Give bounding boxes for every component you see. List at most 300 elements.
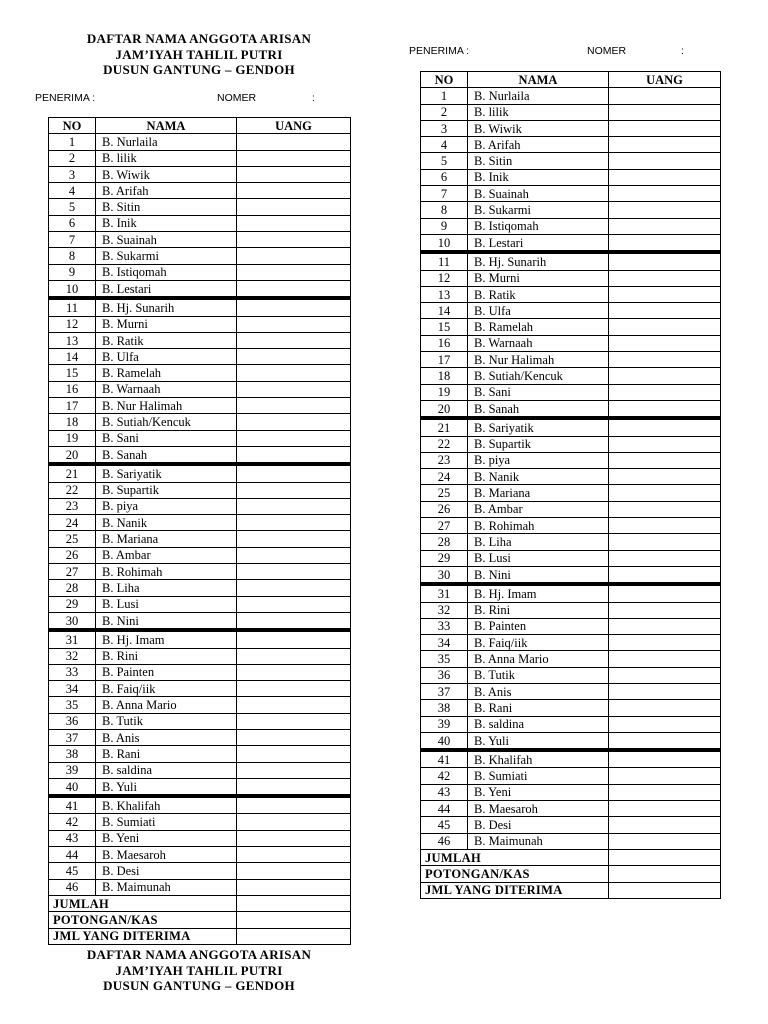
amount-cell[interactable] bbox=[237, 183, 351, 199]
amount-cell[interactable] bbox=[609, 169, 721, 185]
amount-cell[interactable] bbox=[237, 648, 351, 664]
member-name: B. Sani bbox=[96, 430, 237, 446]
member-name: B. Khalifah bbox=[96, 796, 237, 814]
member-name: B. Sani bbox=[468, 384, 609, 400]
row-number: 2 bbox=[421, 104, 468, 120]
row-number: 30 bbox=[421, 566, 468, 584]
row-number: 43 bbox=[421, 784, 468, 800]
table-row bbox=[421, 667, 721, 683]
total-row bbox=[421, 849, 721, 865]
member-name: B. Maesaroh bbox=[96, 847, 237, 863]
member-name: B. Liha bbox=[468, 534, 609, 550]
amount-cell[interactable] bbox=[609, 352, 721, 368]
row-number: 4 bbox=[421, 137, 468, 153]
table-row bbox=[49, 547, 351, 563]
amount-cell[interactable] bbox=[609, 252, 721, 270]
table-row bbox=[421, 651, 721, 667]
amount-cell[interactable] bbox=[237, 464, 351, 482]
row-number: 35 bbox=[421, 651, 468, 667]
amount-cell[interactable] bbox=[237, 547, 351, 563]
table-row bbox=[421, 784, 721, 800]
table-row bbox=[421, 153, 721, 169]
member-name: B. Tutik bbox=[96, 713, 237, 729]
row-number: 18 bbox=[49, 414, 96, 430]
row-number: 19 bbox=[421, 384, 468, 400]
member-name: B. Sitin bbox=[96, 199, 237, 215]
amount-cell[interactable] bbox=[237, 879, 351, 895]
row-number: 40 bbox=[49, 778, 96, 796]
row-number: 40 bbox=[421, 732, 468, 750]
table-row bbox=[49, 414, 351, 430]
row-number: 9 bbox=[421, 218, 468, 234]
amount-cell[interactable] bbox=[609, 286, 721, 302]
table-row bbox=[421, 218, 721, 234]
amount-cell[interactable] bbox=[237, 847, 351, 863]
row-number: 25 bbox=[421, 485, 468, 501]
amount-cell[interactable] bbox=[237, 498, 351, 514]
table-row bbox=[49, 863, 351, 879]
member-name: B. Sumiati bbox=[96, 814, 237, 830]
amount-cell[interactable] bbox=[609, 635, 721, 651]
amount-cell[interactable] bbox=[609, 186, 721, 202]
table-row bbox=[49, 365, 351, 381]
member-name: B. Murni bbox=[96, 316, 237, 332]
table-row bbox=[49, 398, 351, 414]
row-number: 30 bbox=[49, 612, 96, 630]
table-row bbox=[421, 534, 721, 550]
row-number: 41 bbox=[421, 750, 468, 768]
member-name: B. Sanah bbox=[96, 446, 237, 464]
amount-cell[interactable] bbox=[609, 218, 721, 234]
member-name: B. Lestari bbox=[468, 234, 609, 252]
member-name: B. Istiqomah bbox=[468, 218, 609, 234]
member-name: B. Sitin bbox=[468, 153, 609, 169]
table-row bbox=[49, 630, 351, 648]
member-name: B. Nurlaila bbox=[96, 134, 237, 150]
table-row bbox=[49, 778, 351, 796]
table-row bbox=[49, 232, 351, 248]
amount-cell[interactable] bbox=[609, 768, 721, 784]
table-row bbox=[421, 169, 721, 185]
row-number: 7 bbox=[421, 186, 468, 202]
row-number: 34 bbox=[49, 681, 96, 697]
member-name: B. Maimunah bbox=[96, 879, 237, 895]
amount-cell[interactable] bbox=[237, 664, 351, 680]
amount-cell[interactable] bbox=[237, 729, 351, 745]
table-row bbox=[49, 134, 351, 150]
table-row bbox=[421, 602, 721, 618]
table-row bbox=[421, 833, 721, 849]
amount-cell[interactable] bbox=[237, 746, 351, 762]
row-number: 41 bbox=[49, 796, 96, 814]
amount-cell[interactable] bbox=[609, 651, 721, 667]
table-row bbox=[421, 700, 721, 716]
member-name: B. Nanik bbox=[468, 469, 609, 485]
table-row bbox=[421, 732, 721, 750]
member-name: B. Suainah bbox=[468, 186, 609, 202]
row-number: 6 bbox=[421, 169, 468, 185]
member-name: B. Faiq/iik bbox=[468, 635, 609, 651]
table-header-row bbox=[49, 118, 351, 134]
amount-cell[interactable] bbox=[237, 630, 351, 648]
penerima-label: PENERIMA : bbox=[35, 92, 96, 104]
table-row bbox=[49, 729, 351, 745]
amount-cell[interactable] bbox=[609, 137, 721, 153]
member-name: B. Tutik bbox=[468, 667, 609, 683]
member-name: B. Rani bbox=[96, 746, 237, 762]
member-name: B. Ramelah bbox=[468, 319, 609, 335]
row-number: 10 bbox=[49, 280, 96, 298]
amount-cell[interactable] bbox=[237, 814, 351, 830]
row-number: 18 bbox=[421, 368, 468, 384]
amount-cell[interactable] bbox=[609, 335, 721, 351]
row-number: 10 bbox=[421, 234, 468, 252]
amount-cell[interactable] bbox=[609, 384, 721, 400]
amount-cell[interactable] bbox=[609, 667, 721, 683]
row-number: 28 bbox=[421, 534, 468, 550]
right-recipient-line bbox=[409, 45, 709, 59]
amount-cell[interactable] bbox=[609, 750, 721, 768]
amount-cell[interactable] bbox=[609, 303, 721, 319]
amount-cell[interactable] bbox=[609, 833, 721, 849]
member-name: B. Sanah bbox=[468, 400, 609, 418]
row-number: 6 bbox=[49, 215, 96, 231]
amount-cell[interactable] bbox=[237, 349, 351, 365]
table-row bbox=[421, 303, 721, 319]
amount-cell[interactable] bbox=[237, 515, 351, 531]
amount-cell[interactable] bbox=[609, 88, 721, 104]
row-number: 38 bbox=[421, 700, 468, 716]
row-number: 38 bbox=[49, 746, 96, 762]
table-row bbox=[49, 515, 351, 531]
member-name: B. Sukarmi bbox=[468, 202, 609, 218]
amount-cell[interactable] bbox=[237, 365, 351, 381]
row-number: 43 bbox=[49, 830, 96, 846]
row-number: 35 bbox=[49, 697, 96, 713]
member-name: B. Supartik bbox=[468, 436, 609, 452]
table-row bbox=[421, 384, 721, 400]
amount-cell[interactable] bbox=[609, 234, 721, 252]
member-name: B. Murni bbox=[468, 270, 609, 286]
amount-cell[interactable] bbox=[237, 381, 351, 397]
amount-cell[interactable] bbox=[237, 199, 351, 215]
amount-cell[interactable] bbox=[609, 104, 721, 120]
amount-cell[interactable] bbox=[237, 681, 351, 697]
table-row bbox=[49, 215, 351, 231]
table-row bbox=[49, 349, 351, 365]
amount-cell[interactable] bbox=[609, 436, 721, 452]
table-row bbox=[421, 584, 721, 602]
member-name: B. Yeni bbox=[96, 830, 237, 846]
column-header-nama: NAMA bbox=[468, 72, 609, 88]
table-row bbox=[49, 796, 351, 814]
nomer-colon: : bbox=[681, 45, 684, 57]
row-number: 14 bbox=[421, 303, 468, 319]
row-number: 23 bbox=[49, 498, 96, 514]
row-number: 31 bbox=[49, 630, 96, 648]
member-name: B. Nurlaila bbox=[468, 88, 609, 104]
amount-cell[interactable] bbox=[237, 215, 351, 231]
row-number: 36 bbox=[421, 667, 468, 683]
nomer-colon: : bbox=[312, 92, 315, 104]
member-name: B. Faiq/iik bbox=[96, 681, 237, 697]
amount-cell[interactable] bbox=[609, 817, 721, 833]
member-name: B. Sukarmi bbox=[96, 248, 237, 264]
amount-cell[interactable] bbox=[237, 150, 351, 166]
amount-cell[interactable] bbox=[237, 264, 351, 280]
amount-cell[interactable] bbox=[237, 762, 351, 778]
row-number: 2 bbox=[49, 150, 96, 166]
amount-cell[interactable] bbox=[609, 452, 721, 468]
table-row bbox=[421, 750, 721, 768]
table-row bbox=[49, 498, 351, 514]
amount-cell[interactable] bbox=[237, 564, 351, 580]
amount-cell[interactable] bbox=[609, 202, 721, 218]
amount-cell[interactable] bbox=[609, 866, 721, 882]
amount-cell[interactable] bbox=[609, 801, 721, 817]
row-number: 17 bbox=[49, 398, 96, 414]
member-name: B. Supartik bbox=[96, 482, 237, 498]
table-row bbox=[421, 801, 721, 817]
member-name: B. piya bbox=[96, 498, 237, 514]
amount-cell[interactable] bbox=[609, 882, 721, 898]
member-name: B. Inik bbox=[96, 215, 237, 231]
amount-cell[interactable] bbox=[609, 550, 721, 566]
row-number: 24 bbox=[49, 515, 96, 531]
table-row bbox=[49, 248, 351, 264]
row-number: 16 bbox=[49, 381, 96, 397]
footer-label: JML YANG DITERIMA bbox=[49, 928, 237, 944]
row-number: 3 bbox=[421, 120, 468, 136]
amount-cell[interactable] bbox=[609, 700, 721, 716]
amount-cell[interactable] bbox=[237, 414, 351, 430]
amount-cell[interactable] bbox=[609, 716, 721, 732]
amount-cell[interactable] bbox=[237, 166, 351, 182]
amount-cell[interactable] bbox=[237, 298, 351, 316]
row-number: 21 bbox=[421, 418, 468, 436]
right-member-table bbox=[420, 71, 721, 899]
left-title bbox=[48, 31, 350, 78]
footer-label: POTONGAN/KAS bbox=[421, 866, 609, 882]
amount-cell[interactable] bbox=[609, 784, 721, 800]
table-row bbox=[49, 264, 351, 280]
row-number: 9 bbox=[49, 264, 96, 280]
table-row bbox=[49, 847, 351, 863]
table-row bbox=[421, 716, 721, 732]
table-row bbox=[49, 430, 351, 446]
amount-cell[interactable] bbox=[237, 580, 351, 596]
table-row bbox=[49, 697, 351, 713]
member-name: B. Rani bbox=[468, 700, 609, 716]
row-number: 8 bbox=[49, 248, 96, 264]
amount-cell[interactable] bbox=[237, 830, 351, 846]
table-row bbox=[49, 612, 351, 630]
amount-cell[interactable] bbox=[237, 713, 351, 729]
member-name: B. Suainah bbox=[96, 232, 237, 248]
table-row bbox=[49, 183, 351, 199]
column-header-nama: NAMA bbox=[96, 118, 237, 134]
row-number: 33 bbox=[49, 664, 96, 680]
row-number: 36 bbox=[49, 713, 96, 729]
table-row bbox=[421, 485, 721, 501]
table-row bbox=[421, 104, 721, 120]
table-row bbox=[49, 166, 351, 182]
member-name: B. Warnaah bbox=[96, 381, 237, 397]
row-number: 29 bbox=[421, 550, 468, 566]
amount-cell[interactable] bbox=[237, 531, 351, 547]
member-name: B. Lusi bbox=[96, 596, 237, 612]
amount-cell[interactable] bbox=[237, 446, 351, 464]
member-name: B. Rohimah bbox=[96, 564, 237, 580]
row-number: 8 bbox=[421, 202, 468, 218]
row-number: 22 bbox=[49, 482, 96, 498]
amount-cell[interactable] bbox=[609, 732, 721, 750]
column-header-uang: UANG bbox=[237, 118, 351, 134]
table-row bbox=[49, 580, 351, 596]
amount-cell[interactable] bbox=[609, 849, 721, 865]
amount-cell[interactable] bbox=[609, 400, 721, 418]
amount-cell[interactable] bbox=[237, 280, 351, 298]
amount-cell[interactable] bbox=[237, 134, 351, 150]
member-name: B. Sutiah/Kencuk bbox=[468, 368, 609, 384]
row-number: 12 bbox=[421, 270, 468, 286]
amount-cell[interactable] bbox=[237, 398, 351, 414]
row-number: 26 bbox=[49, 547, 96, 563]
table-row bbox=[49, 664, 351, 680]
member-name: B. Nur Halimah bbox=[96, 398, 237, 414]
row-number: 29 bbox=[49, 596, 96, 612]
amount-cell[interactable] bbox=[609, 469, 721, 485]
table-row bbox=[421, 352, 721, 368]
row-number: 14 bbox=[49, 349, 96, 365]
table-row bbox=[49, 830, 351, 846]
amount-cell[interactable] bbox=[237, 232, 351, 248]
member-name: B. Desi bbox=[468, 817, 609, 833]
row-number: 37 bbox=[421, 683, 468, 699]
amount-cell[interactable] bbox=[237, 778, 351, 796]
table-row bbox=[421, 137, 721, 153]
amount-cell[interactable] bbox=[609, 518, 721, 534]
nomer-label: NOMER bbox=[587, 45, 627, 57]
row-number: 1 bbox=[421, 88, 468, 104]
table-row bbox=[49, 713, 351, 729]
row-number: 46 bbox=[49, 879, 96, 895]
member-name: B. saldina bbox=[468, 716, 609, 732]
row-number: 32 bbox=[421, 602, 468, 618]
amount-cell[interactable] bbox=[237, 697, 351, 713]
amount-cell[interactable] bbox=[237, 928, 351, 944]
table-row bbox=[49, 482, 351, 498]
row-number: 13 bbox=[49, 332, 96, 348]
amount-cell[interactable] bbox=[609, 584, 721, 602]
column-header-uang: UANG bbox=[609, 72, 721, 88]
footer-label: JML YANG DITERIMA bbox=[421, 882, 609, 898]
member-name: B. Lestari bbox=[96, 280, 237, 298]
amount-cell[interactable] bbox=[237, 316, 351, 332]
row-number: 45 bbox=[49, 863, 96, 879]
amount-cell[interactable] bbox=[609, 485, 721, 501]
amount-cell[interactable] bbox=[609, 319, 721, 335]
member-name: B. Ratik bbox=[96, 332, 237, 348]
row-number: 5 bbox=[49, 199, 96, 215]
table-row bbox=[49, 316, 351, 332]
amount-cell[interactable] bbox=[609, 120, 721, 136]
amount-cell[interactable] bbox=[237, 482, 351, 498]
footer-label: JUMLAH bbox=[421, 849, 609, 865]
table-row bbox=[49, 446, 351, 464]
member-name: B. Nini bbox=[96, 612, 237, 630]
amount-cell[interactable] bbox=[237, 912, 351, 928]
table-row bbox=[421, 418, 721, 436]
member-name: B. Inik bbox=[468, 169, 609, 185]
row-number: 22 bbox=[421, 436, 468, 452]
table-row bbox=[421, 234, 721, 252]
amount-cell[interactable] bbox=[609, 602, 721, 618]
amount-cell[interactable] bbox=[237, 895, 351, 911]
amount-cell[interactable] bbox=[609, 618, 721, 634]
amount-cell[interactable] bbox=[237, 596, 351, 612]
amount-cell[interactable] bbox=[237, 796, 351, 814]
table-row bbox=[421, 452, 721, 468]
footer-label: POTONGAN/KAS bbox=[49, 912, 237, 928]
member-name: B. Hj. Sunarih bbox=[96, 298, 237, 316]
left-member-table bbox=[48, 117, 351, 945]
member-name: B. Sariyatik bbox=[468, 418, 609, 436]
title-line-3: DUSUN GANTUNG – GENDOH bbox=[103, 62, 295, 77]
title-line-1: DAFTAR NAMA ANGGOTA ARISAN bbox=[86, 31, 312, 46]
title-line-2: JAM’IYAH TAHLIL PUTRI bbox=[115, 46, 283, 62]
amount-cell[interactable] bbox=[609, 270, 721, 286]
row-number: 31 bbox=[421, 584, 468, 602]
row-number: 42 bbox=[421, 768, 468, 784]
amount-cell[interactable] bbox=[237, 332, 351, 348]
amount-cell[interactable] bbox=[237, 430, 351, 446]
amount-cell[interactable] bbox=[609, 368, 721, 384]
table-row bbox=[421, 400, 721, 418]
row-number: 44 bbox=[421, 801, 468, 817]
amount-cell[interactable] bbox=[609, 501, 721, 517]
member-name: B. Sumiati bbox=[468, 768, 609, 784]
row-number: 34 bbox=[421, 635, 468, 651]
table-row bbox=[421, 469, 721, 485]
amount-cell[interactable] bbox=[609, 418, 721, 436]
total-row bbox=[49, 895, 351, 911]
table-row bbox=[49, 648, 351, 664]
member-name: B. Ambar bbox=[96, 547, 237, 563]
amount-cell[interactable] bbox=[237, 248, 351, 264]
row-number: 4 bbox=[49, 183, 96, 199]
row-number: 37 bbox=[49, 729, 96, 745]
table-row bbox=[421, 286, 721, 302]
table-row bbox=[421, 368, 721, 384]
table-row bbox=[421, 768, 721, 784]
row-number: 32 bbox=[49, 648, 96, 664]
table-row bbox=[421, 335, 721, 351]
row-number: 1 bbox=[49, 134, 96, 150]
amount-cell[interactable] bbox=[237, 612, 351, 630]
amount-cell[interactable] bbox=[237, 863, 351, 879]
amount-cell[interactable] bbox=[609, 566, 721, 584]
table-row bbox=[49, 381, 351, 397]
amount-cell[interactable] bbox=[609, 153, 721, 169]
member-name: B. Arifah bbox=[96, 183, 237, 199]
table-row bbox=[49, 596, 351, 612]
table-row bbox=[49, 681, 351, 697]
member-name: B. Istiqomah bbox=[96, 264, 237, 280]
amount-cell[interactable] bbox=[609, 683, 721, 699]
left-recipient-line bbox=[35, 92, 335, 106]
amount-cell[interactable] bbox=[609, 534, 721, 550]
